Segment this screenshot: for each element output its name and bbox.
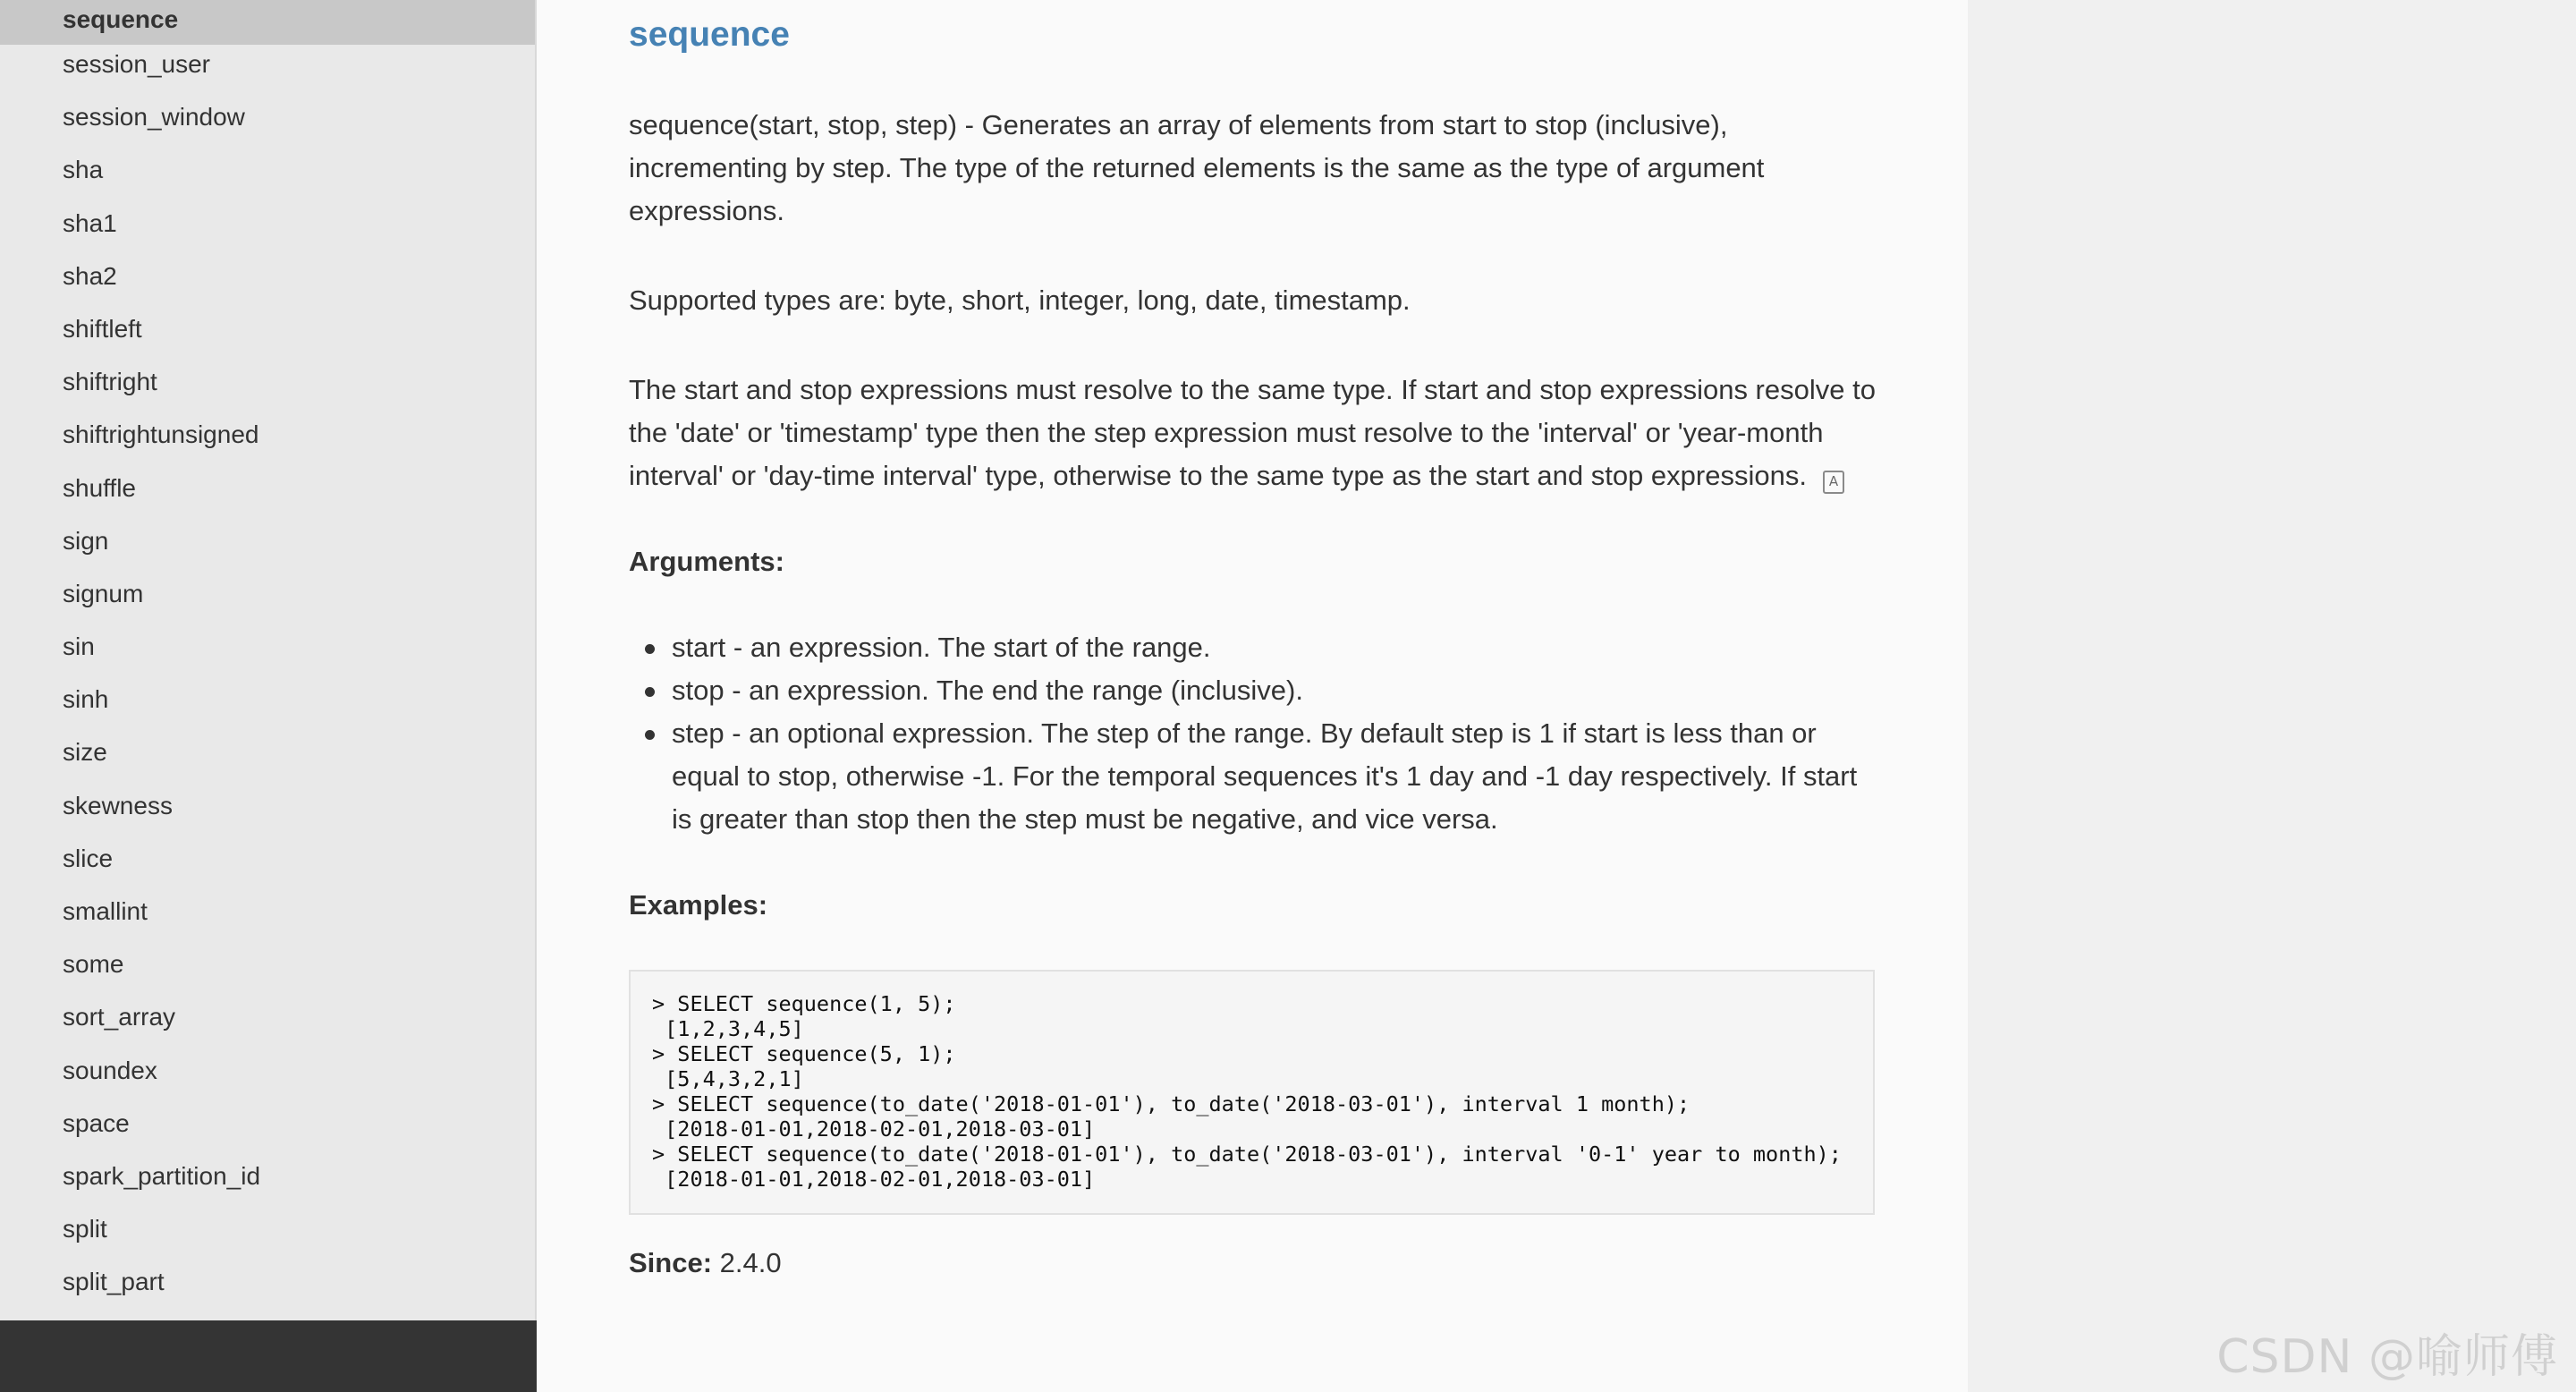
sidebar-item-shiftright[interactable]: shiftright (63, 368, 157, 396)
type-rules (629, 369, 1881, 497)
type-rules-text: The start and stop expressions must resolve to the same type. If start and stop expressions resolve to the 'date' or 'timestamp' type then the step expression must resolve to the 'interval' or 'year-month interval' or 'day-time interval' type, otherwise to the same type as the start and stop expressions. (629, 374, 1876, 491)
sidebar-item-smallint[interactable]: smallint (63, 897, 148, 925)
sidebar-item-session-user[interactable]: session_user (63, 50, 210, 78)
main-content (537, 0, 1968, 1392)
sidebar-item-shuffle[interactable]: shuffle (63, 473, 136, 502)
sidebar-item-soundex[interactable]: soundex (63, 1056, 157, 1084)
watermark: CSDN @喻师傅 (2216, 1330, 2558, 1384)
sidebar-item-sin[interactable]: sin (63, 632, 95, 661)
since-label: Since: (629, 1247, 713, 1278)
translate-icon[interactable]: A (1823, 471, 1844, 494)
sidebar-item-signum[interactable]: signum (63, 579, 144, 607)
sidebar-item-sign[interactable]: sign (63, 526, 109, 555)
sidebar-item-size[interactable]: size (63, 738, 107, 767)
sidebar-item-shiftleft[interactable]: shiftleft (63, 314, 142, 343)
supported-types: Supported types are: byte, short, integer, long, date, timestamp. (629, 284, 1411, 316)
sidebar-item-slice[interactable]: slice (63, 844, 114, 872)
sidebar-item-spark-partition-id[interactable]: spark_partition_id (63, 1161, 261, 1190)
examples-code-block[interactable]: > SELECT sequence(1, 5); [1,2,3,4,5] > SELECT sequence(5, 1); [5,4,3,2,1] > SELECT sequence(to_date('2018-01-01'), to_date('2018-03-01'), interval 1 month); [2018-01-01,2018-02-01,2018-03-01] > SELECT sequence(to_date('2018-01-01'), to_date('2018-03-01'), interval '0-1' year to month); [2018-01-01,2018-02-01,2018-03-01] (629, 970, 1875, 1215)
sidebar-item-sha2[interactable]: sha2 (63, 261, 117, 290)
sidebar-item-shiftrightunsigned[interactable]: shiftrightunsigned (63, 420, 259, 449)
right-gutter (1968, 0, 2576, 1392)
sidebar-item-session-window[interactable]: session_window (63, 103, 245, 132)
since-line (629, 1242, 1881, 1285)
sidebar-item-sha[interactable]: sha (63, 156, 104, 184)
doc-description: sequence(start, stop, step) - Generates an array of elements from start to stop (inclusive), incrementing by step. The type of the returned elements is the same as the type of argument expressions. (629, 109, 1765, 226)
sidebar-item-sort-array[interactable]: sort_array (63, 1003, 176, 1031)
sidebar-item-skewness[interactable]: skewness (63, 791, 173, 819)
arguments-list (629, 626, 1881, 841)
argument-item: stop - an expression. The end the range (inclusive). (672, 669, 1881, 712)
sidebar-item-sequence[interactable]: sequence (0, 0, 535, 45)
sidebar-item-split-part[interactable]: split_part (63, 1268, 165, 1296)
sidebar-item-some[interactable]: some (63, 950, 124, 979)
argument-item: start - an expression. The start of the range. (672, 626, 1881, 669)
sidebar-list (0, 0, 535, 1316)
argument-item: step - an optional expression. The step of the range. By default step is 1 if start is less than or equal to stop, otherwise -1. For the temporal sequences it's 1 day and -1 day respectively. If start is greater than stop then the step must be negative, and vice versa. (672, 712, 1881, 841)
examples-heading: Examples: (629, 889, 768, 921)
sidebar-item-space[interactable]: space (63, 1108, 130, 1137)
sidebar-item-split[interactable]: split (63, 1215, 107, 1243)
sidebar-item-sha1[interactable]: sha1 (63, 208, 117, 237)
sidebar (0, 0, 537, 1392)
arguments-heading: Arguments: (629, 546, 784, 577)
sidebar-item-sinh[interactable]: sinh (63, 685, 109, 714)
doc-title[interactable]: sequence (629, 15, 790, 54)
sidebar-footer (0, 1320, 537, 1392)
doc-content (629, 0, 1881, 1285)
since-value: 2.4.0 (719, 1247, 782, 1278)
